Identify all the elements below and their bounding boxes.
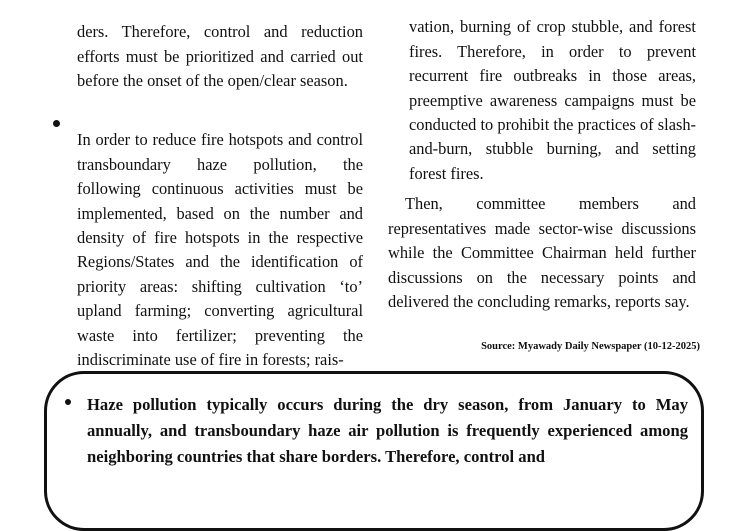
callout-bullet-icon xyxy=(65,399,71,405)
right-paragraph: Then, committee members and representatives made sector-wise discussions while the Committee Chairman held further discussions on the necessary points and delivered the concluding remarks, reports say. xyxy=(388,194,696,312)
left-bullet-paragraph: In order to reduce fire hotspots and control transboundary haze pollution, the following continuous activities must be implemented, based on the number and density of fire hotspots in the respective Regions/States and the identification of priority areas: shifting cultivation ‘to’ upland farming; converting agricultural waste into fertilizer; preventing the indiscriminate use of fire in forests; rais- xyxy=(77,130,363,370)
highlight-callout-box xyxy=(44,371,704,531)
left-continued-paragraph: ders. Therefore, control and reduction efforts must be prioritized and carried out before the onset of the open/clear season. xyxy=(77,22,363,91)
bullet-icon xyxy=(53,120,60,127)
source-citation: Source: Myawady Daily Newspaper (10-12-2025) xyxy=(481,341,700,352)
callout-text: Haze pollution typically occurs during the dry season, from January to May annually, and transboundary haze air pollution is frequently experienced among neighboring countries that share borders. Therefore, control and xyxy=(87,395,688,466)
right-continued-paragraph: vation, burning of crop stubble, and forest fires. Therefore, in order to prevent recurrent fire outbreaks in those areas, preemptive awareness campaigns must be conducted to prohibit the practices of slash-and-burn, stubble burning, and setting forest fires. xyxy=(409,17,696,183)
